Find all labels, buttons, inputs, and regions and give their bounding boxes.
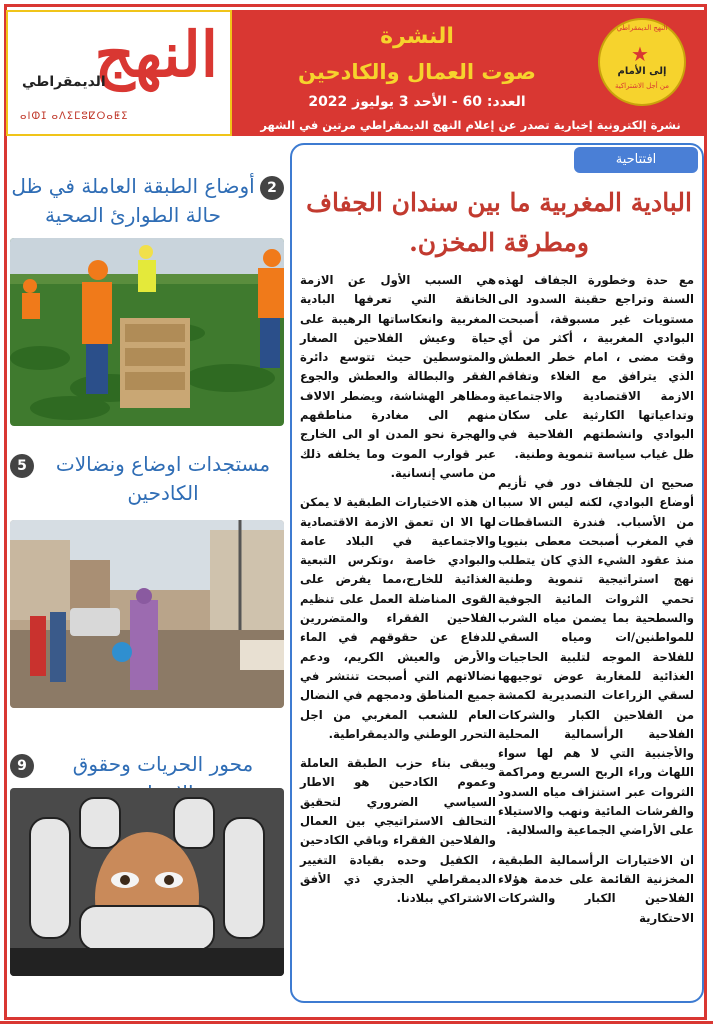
paragraph: هي السبب الأول عن الازمة الخانقة التي تعرفها البادية المغربية وانعكاساتها الرهيبة على حياة وعيش الفلاحين الصغار والمتوسطين حيث تتوسع دائرة الفقر والبطالة والعطش والجوع ومظاهر الهشاشة، ويضطر الالاف منهم الى مغادرة مناطقهم والهجرة نحو المدن او الى الخارج عبر قوارب الموت وما يخلفه ذلك من ماسي إنسانية. [300,273,496,480]
badge-main-text: إلى الأمام [617,66,667,77]
newsletter-label: النشرة [380,24,454,49]
sidebar-item-workers[interactable] [10,172,286,230]
header-banner [232,10,706,136]
paragraph: مع حدة وخطورة الجفاف لهذه السنة وتراجع حقينة السدود الى مستويات غير مسبوقة، أصبحت البوادي المغربية ، أكثر من أي وقت مضى ، امام خطر العطش الذي يترافق مع الغلاء وتفاقم الازمة الاقتصادية والاجتماعية وتداعياتها الكارثية على سكان البوادي وانشطتهم الفلاحية في ظل غياب سياسة تنموية وطنية. [498,273,694,461]
article-headline: البادية المغربية ما بين سندان الجفاف ومطرقة المخزن. [306,188,692,257]
paragraph: ان الاختيارات الرأسمالية الطبقية المخزنية القائمة على خدمة هؤلاء الفلاحين الكبار والشركات الاحتكارية [498,852,694,925]
section-label: افتتاحية [574,147,698,173]
mural-face-photo [10,788,284,976]
issue-info: العدد: 60 - الأحد 3 يوليوز 2022 [308,94,526,110]
badge-top-text: النهج الديمقراطي [616,24,668,32]
logo-title: النهج [94,18,218,91]
paragraph: ويبقى بناء حزب الطبقة العاملة وعموم الكادحين هو الاطار السياسي الضروري لتحقيق التحالف الاستراتيجي بين العمال والفلاحين الفقراء وباقي الكادحين ، الكفيل وحده بقيادة التغيير الديمقراطي الجذري ذي الأفق الاشتراكي ببلادنا. [300,756,496,906]
page-number-badge: 9 [10,754,34,778]
street-scene-photo [10,520,284,708]
editorial-article [290,143,704,1003]
paragraph: ان هذه الاختيارات الطبقية لا يمكن لها الا ان تعمق الازمة الاقتصادية والاجتماعية في البلاد عامة والبوادي خاصة ،وتكرس التبعية الغذائية للخارج،مما يفرض على القوى المناضلة العمل على تنظيم الفلاحين الفقراء والمتضررين للدفاع عن حقوقهم في الماء والأرض والعيش الكريم، ودعم نضالاتهم التي أصبحت تنتشر في جميع المناطق ودمجهم في النضال العام للشعب المغربي من اجل التحرر الوطني والديمقراطية. [300,495,496,741]
newsletter-description: نشرة إلكترونية إخبارية تصدر عن إعلام النهج الديمقراطي مرتين في الشهر [260,118,681,132]
sidebar-item-title: مستجدات اوضاع ونضالات الكادحين [55,452,271,505]
logo-subtitle: الديمقراطي [22,74,106,90]
sidebar-item-title: محور الحريات وحقوق [72,752,254,776]
farm-workers-photo [10,238,284,426]
logo [6,10,232,136]
badge-bottom-text: من أجل الاشتراكية [614,82,670,90]
masthead [6,10,706,136]
logo-tifinagh: ⴰⵏⵀⵊ ⴰⴷⵉⵎⵓⵇⵔⴰⵟⵉ [20,111,129,122]
page-number-badge: 5 [10,454,34,478]
newsletter-title: صوت العمال والكادحين [298,60,536,84]
sidebar-item-struggles[interactable] [10,450,286,508]
article-column-right [498,271,694,938]
page-number-badge: 2 [260,176,284,200]
paragraph: صحيح ان للجفاف دور في تأزيم أوضاع البوادي، لكنه ليس الا سببا من الأسباب. فندرة التساقطات في المغرب أصبحت معطى بنيويا منذ عقود الشيء الذي كان يتطلب نهج استراتيجية تنموية وطنية تحمي الثروات المائية الجوفية والسطحية بما يضمن مياه الشرب للمواطنين/ات ومياه السقي للفلاحة الموجه لتلبية الحاجيات الغذائية للمغاربة عوض توجيهها لسقي الزراعات التصديرية لكمشة من الفلاحين الكبار والشركات الفلاحية الرأسمالية المحلية والأجنبية التي لا هم لها سواء اللهاث وراء الربح السريع ومراكمة الثروات عبر استنزاف مياه السدود والفرشات المائية ونهب والاستيلاء على الأراضي الجماعية والسلالية. [498,475,694,838]
party-badge [598,18,686,106]
sidebar-item-title: أوضاع الطبقة العاملة في ظل حالة الطوارئ الصحية [11,174,255,227]
article-column-left [300,271,496,919]
star-icon: ★ [631,42,649,66]
